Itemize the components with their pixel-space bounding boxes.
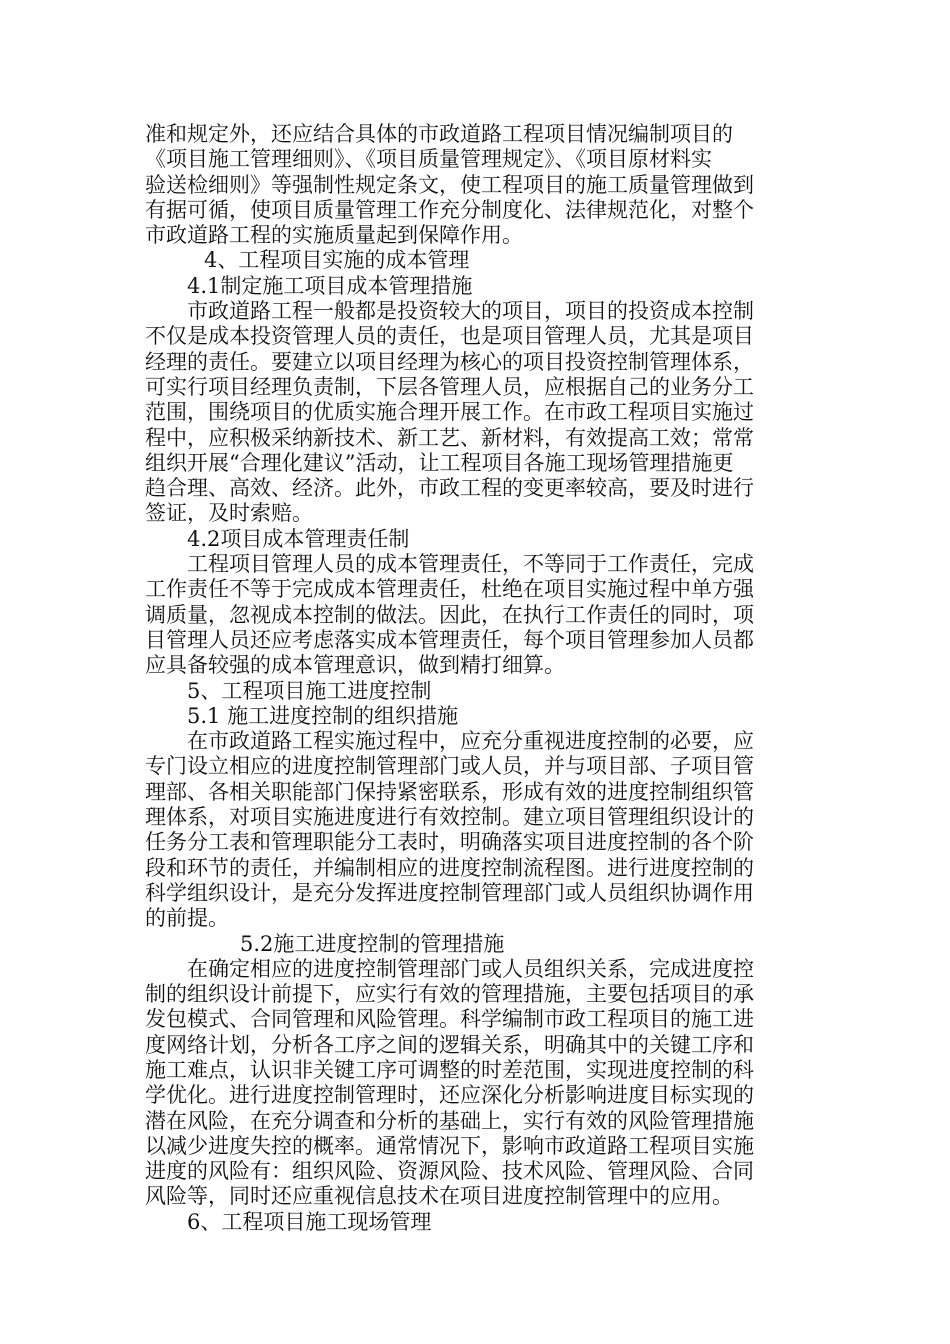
text-line: 段和环节的责任，并编制相应的进度控制流程图。进行进度控制的: [145, 855, 754, 880]
text-line: 以减少进度失控的概率。通常情况下，影响市政道路工程项目实施: [145, 1133, 754, 1158]
text-line: 的前提。: [145, 906, 229, 931]
text-line: 有据可循，使项目质量管理工作充分制度化、法律规范化，对整个: [145, 197, 754, 222]
text-line: 科学组织设计，是充分发挥进度控制管理部门或人员组织协调作用: [145, 880, 754, 905]
text-line: 度网络计划，分析各工序之间的逻辑关系，明确其中的关键工序和: [145, 1032, 754, 1057]
text-line: 趋合理、高效、经济。此外，市政工程的变更率较高，要及时进行: [145, 476, 754, 501]
text-line: 在市政道路工程实施过程中，应充分重视进度控制的必要，应: [187, 729, 754, 754]
text-line: 5.1 施工进度控制的组织措施: [187, 703, 459, 728]
text-line: 任务分工表和管理职能分工表时，明确落实项目进度控制的各个阶: [145, 830, 754, 855]
text-line: 验送检细则》等强制性规定条文，使工程项目的施工质量管理做到: [145, 172, 754, 197]
text-line: 程中，应积极采纳新技术、新工艺、新材料，有效提高工效；常常: [145, 425, 754, 450]
text-line: 经理的责任。要建立以项目经理为核心的项目投资控制管理体系，: [145, 349, 754, 374]
text-line: 专门设立相应的进度控制管理部门或人员，并与项目部、子项目管: [145, 754, 754, 779]
text-line: 准和规定外，还应结合具体的市政道路工程项目情况编制项目的: [145, 122, 733, 146]
text-line: 调质量，忽视成本控制的做法。因此，在执行工作责任的同时，项: [145, 602, 754, 627]
text-line: 市政道路工程一般都是投资较大的项目，项目的投资成本控制: [187, 299, 754, 324]
text-line: 发包模式、合同管理和风险管理。科学编制市政工程项目的施工进: [145, 1007, 754, 1032]
text-line: 市政道路工程的实施质量起到保障作用。: [145, 223, 523, 248]
text-line: 4.2项目成本管理责任制: [187, 526, 410, 551]
text-line: 《项目施工管理细则》、《项目质量管理规定》、《项目原材料实: [145, 147, 712, 172]
text-line: 进度的风险有：组织风险、资源风险、技术风险、管理风险、合同: [145, 1159, 754, 1184]
text-line: 理部、各相关职能部门保持紧密联系，形成有效的进度控制组织管: [145, 779, 754, 804]
text-line: 范围，围绕项目的优质实施合理开展工作。在市政工程项目实施过: [145, 400, 754, 425]
text-line: 工程项目管理人员的成本管理责任，不等同于工作责任，完成: [187, 552, 754, 577]
text-line: 6、工程项目施工现场管理: [187, 1209, 432, 1234]
text-line: 签证，及时索赔。: [145, 501, 313, 526]
text-line: 在确定相应的进度控制管理部门或人员组织关系，完成进度控: [187, 956, 754, 981]
text-line: 风险等，同时还应重视信息技术在项目进度控制管理中的应用。: [145, 1184, 733, 1209]
text-line: 目管理人员还应考虑落实成本管理责任，每个项目管理参加人员都: [145, 627, 754, 652]
text-line: 制的组织设计前提下，应实行有效的管理措施，主要包括项目的承: [145, 982, 754, 1007]
text-line: 可实行项目经理负责制，下层各管理人员，应根据自己的业务分工: [145, 374, 754, 399]
text-line: 4.1制定施工项目成本管理措施: [187, 273, 473, 298]
text-line: 5、工程项目施工进度控制: [187, 678, 432, 703]
text-line: 潜在风险，在充分调查和分析的基础上，实行有效的风险管理措施: [145, 1108, 754, 1133]
text-line: 5.2施工进度控制的管理措施: [240, 931, 505, 956]
text-line: 组织开展“合理化建议”活动，让工程项目各施工现场管理措施更: [145, 450, 734, 475]
text-line: 学优化。进行进度控制管理时，还应深化分析影响进度目标实现的: [145, 1083, 754, 1108]
document-body: [145, 122, 805, 1235]
text-line: 理体系，对项目实施进度进行有效控制。建立项目管理组织设计的: [145, 805, 754, 830]
text-line: 应具备较强的成本管理意识，做到精打细算。: [145, 653, 565, 678]
text-line: 施工难点，认识非关键工序可调整的时差范围，实现进度控制的科: [145, 1057, 754, 1082]
text-line: 工作责任不等于完成成本管理责任，杜绝在项目实施过程中单方强: [145, 577, 754, 602]
text-line: 不仅是成本投资管理人员的责任，也是项目管理人员，尤其是项目: [145, 324, 754, 349]
text-line: 4、工程项目实施的成本管理: [204, 248, 470, 273]
